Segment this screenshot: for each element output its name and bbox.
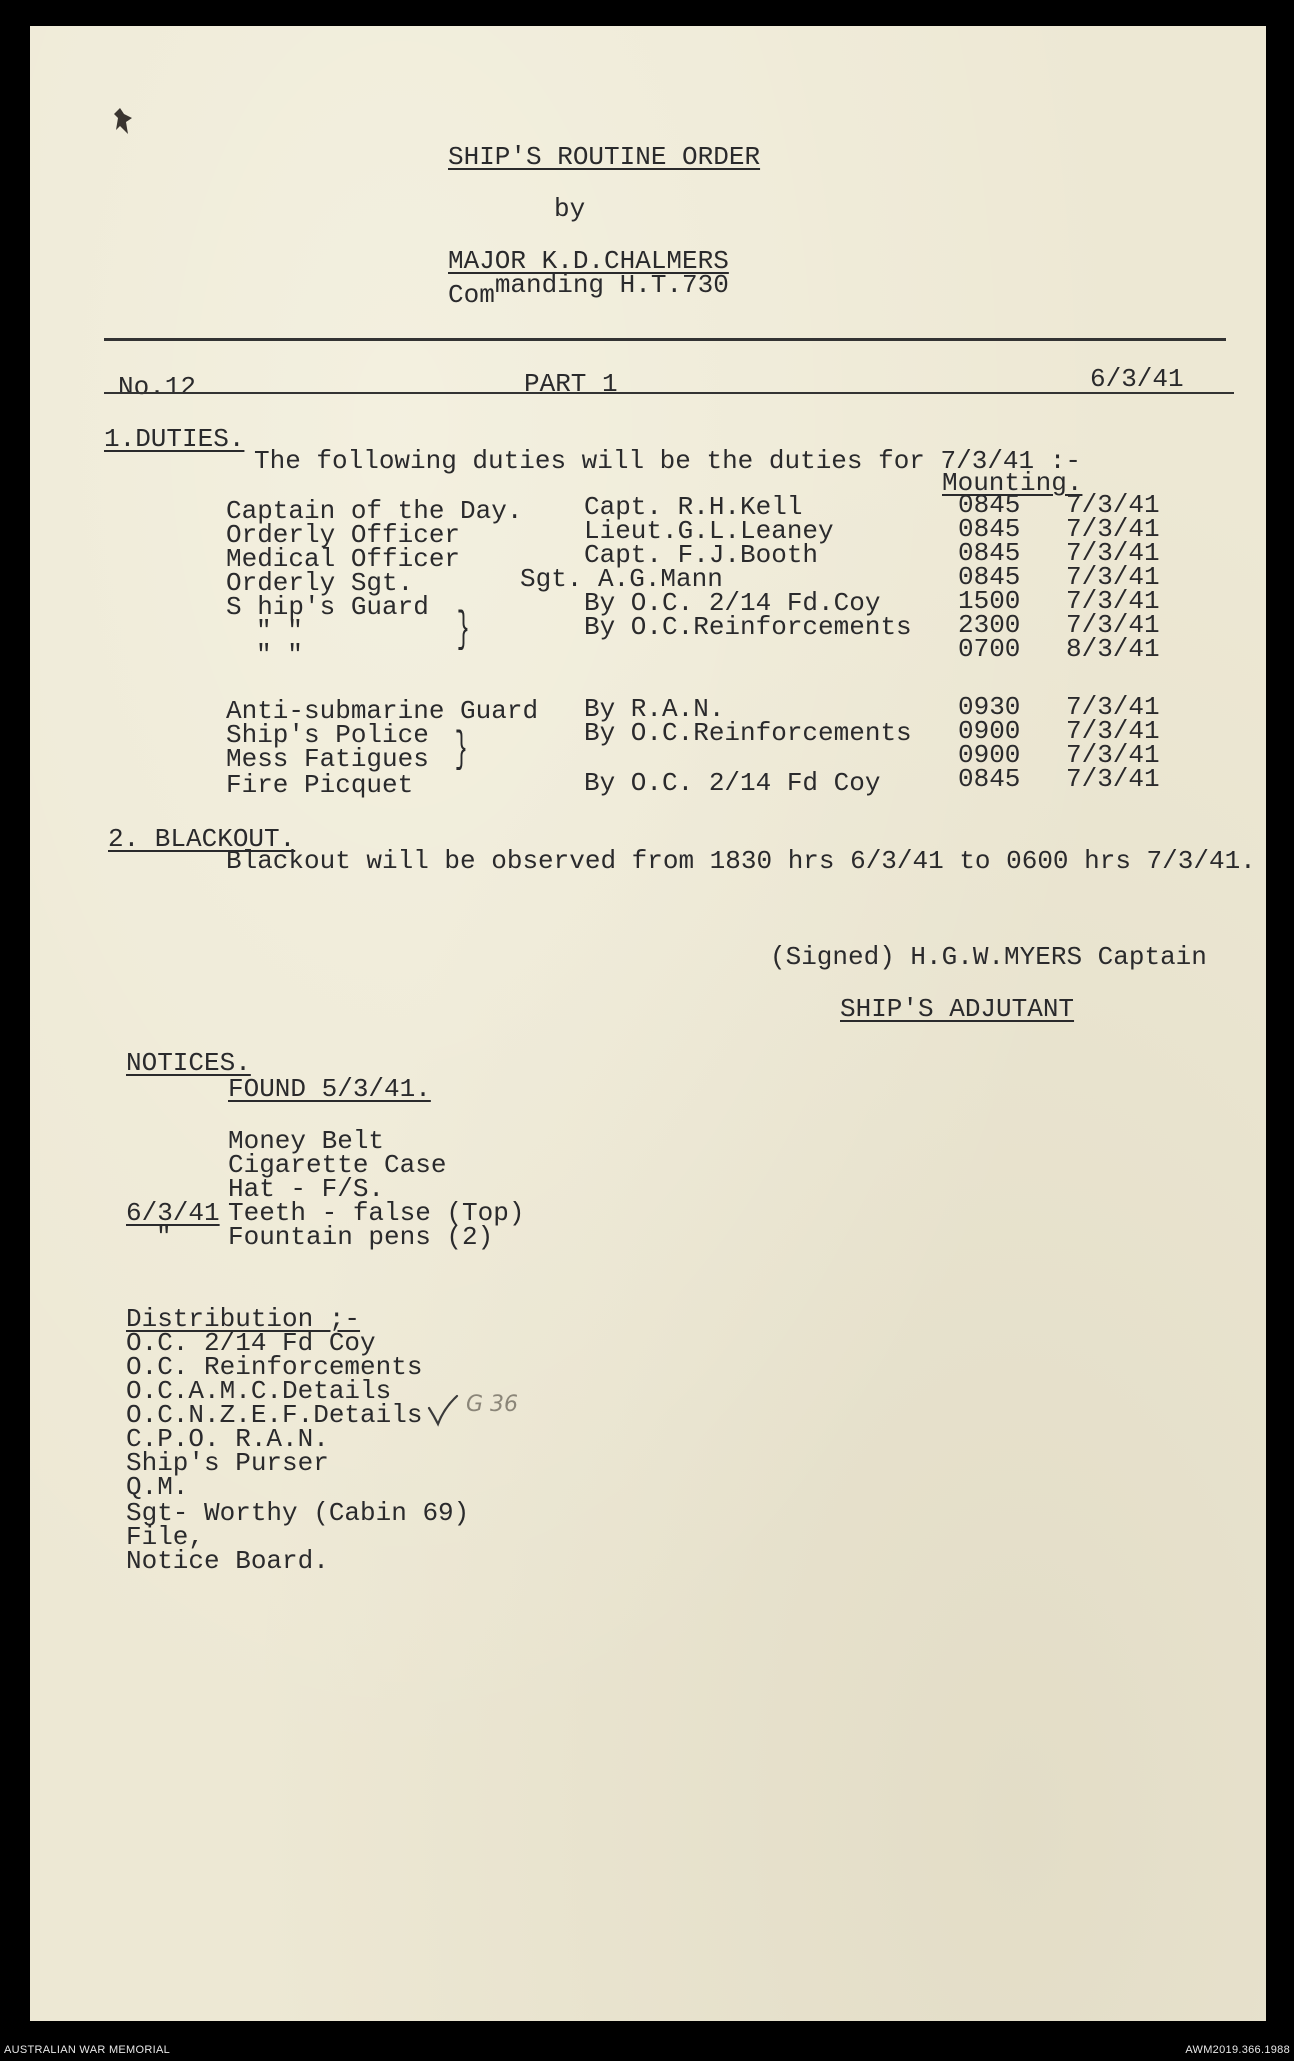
duty-time: 0845 [958,538,1021,568]
duty-time: 0900 [958,716,1021,746]
document-page [30,26,1266,2021]
order-part: PART 1 [524,369,618,399]
duties-heading: 1.DUTIES. [104,424,245,454]
by-line: by [554,194,586,224]
ink-blot-icon [110,104,140,144]
notice-item-text: Money Belt [228,1126,385,1156]
order-line-rule [104,392,1234,394]
duty-date: 8/3/41 [1066,634,1160,664]
mounting-heading: Mounting. [942,468,1083,498]
duty-time: 0930 [958,692,1021,722]
blackout-text: Blackout will be observed from 1830 hrs 6/3/41 to 0600 hrs 7/3/41. [226,846,1256,876]
duty-name: Orderly Officer [226,520,461,550]
duty-date: 7/3/41 [1066,740,1160,770]
duty-name: Captain of the Day. [226,496,523,526]
list-item: Sgt- Worthy (Cabin 69) [126,1498,470,1528]
brace-mark: } [454,725,468,775]
duty-name: Medical Officer [226,544,461,574]
notice-item-text: Hat - F/S. [228,1174,385,1204]
duty-time: 0900 [958,740,1021,770]
list-item: O.C.A.M.C.Details [126,1376,392,1406]
list-item: O.C.N.Z.E.F.Details [126,1400,423,1430]
blackout-heading: 2. BLACKOUT. [108,824,296,854]
duty-date: 7/3/41 [1066,716,1160,746]
duty-assignee: By O.C.Reinforcements [584,718,912,748]
notice-item-date: " [156,1222,172,1252]
order-number: No.12 [118,372,197,402]
pencil-note: G 36 [466,1392,519,1417]
notice-item-text: Teeth - false (Top) [228,1198,525,1228]
notices-heading: NOTICES. [126,1048,251,1078]
duty-assignee: By O.C. 2/14 Fd.Coy [584,588,881,618]
duty-date: 7/3/41 [1066,562,1160,592]
brace-mark: } [456,605,470,655]
notice-item-text: Fountain pens (2) [228,1222,494,1252]
header-divider [104,338,1226,341]
distribution-heading: Distribution ;- [126,1304,361,1334]
duty-assignee: By O.C.Reinforcements [584,612,912,642]
duty-name: Fire Picquet [226,770,414,800]
duty-time: 0700 [958,634,1021,664]
duty-name: Mess Fatigues [226,744,429,774]
found-heading: FOUND 5/3/41. [228,1074,431,1104]
duty-date: 7/3/41 [1066,586,1160,616]
duty-name: Anti-submarine Guard [226,696,539,726]
list-item: O.C. 2/14 Fd Coy [126,1328,376,1358]
duties-intro: The following duties will be the duties for 7/3/41 :- [254,446,1081,476]
command-prefix: Com [448,280,495,310]
signature-line: (Signed) H.G.W.MYERS Captain [770,942,1207,972]
duty-name: Ship's Police [226,720,429,750]
duty-name: " " [256,640,303,670]
duty-time: 1500 [958,586,1021,616]
duty-name: " " [256,616,303,646]
footer-left: AUSTRALIAN WAR MEMORIAL [4,2044,171,2056]
duty-assignee: By O.C. 2/14 Fd Coy [584,768,881,798]
duty-name: Orderly Sgt. [226,568,414,598]
document-title: SHIP'S ROUTINE ORDER [448,142,761,172]
list-item: C.P.O. R.A.N. [126,1424,329,1454]
notice-item-date: 6/3/41 [126,1198,220,1228]
tick-mark-icon [426,1394,460,1428]
duty-date: 7/3/41 [1066,514,1160,544]
list-item: O.C. Reinforcements [126,1352,423,1382]
list-item: Ship's Purser [126,1448,329,1478]
duty-time: 0845 [958,490,1021,520]
list-item: Q.M. [126,1472,189,1502]
duty-time: 0845 [958,562,1021,592]
signature-title: SHIP'S ADJUTANT [840,994,1075,1024]
footer-right: AWM2019.366.1988 [1185,2044,1290,2056]
duty-date: 7/3/41 [1066,692,1160,722]
duty-time: 0845 [958,764,1021,794]
order-date: 6/3/41 [1090,364,1184,394]
duty-date: 7/3/41 [1066,764,1160,794]
duty-assignee: Sgt. A.G.Mann [520,564,723,594]
duty-name: S hip's Guard [226,592,429,622]
duty-assignee: Lieut.G.L.Leaney [584,516,834,546]
duty-assignee: Capt. F.J.Booth [584,540,819,570]
duty-assignee: Capt. R.H.Kell [584,492,803,522]
command-rest: manding H.T.730 [494,270,729,300]
duty-date: 7/3/41 [1066,610,1160,640]
list-item: File, [126,1522,205,1552]
duty-date: 7/3/41 [1066,538,1160,568]
list-item: Notice Board. [126,1546,329,1576]
officer-name: MAJOR K.D.CHALMERS [448,246,729,276]
duty-date: 7/3/41 [1066,490,1160,520]
duty-assignee: By R.A.N. [584,694,725,724]
duty-time: 0845 [958,514,1021,544]
command-line [448,270,729,310]
duty-time: 2300 [958,610,1021,640]
notice-item-text: Cigarette Case [228,1150,447,1180]
